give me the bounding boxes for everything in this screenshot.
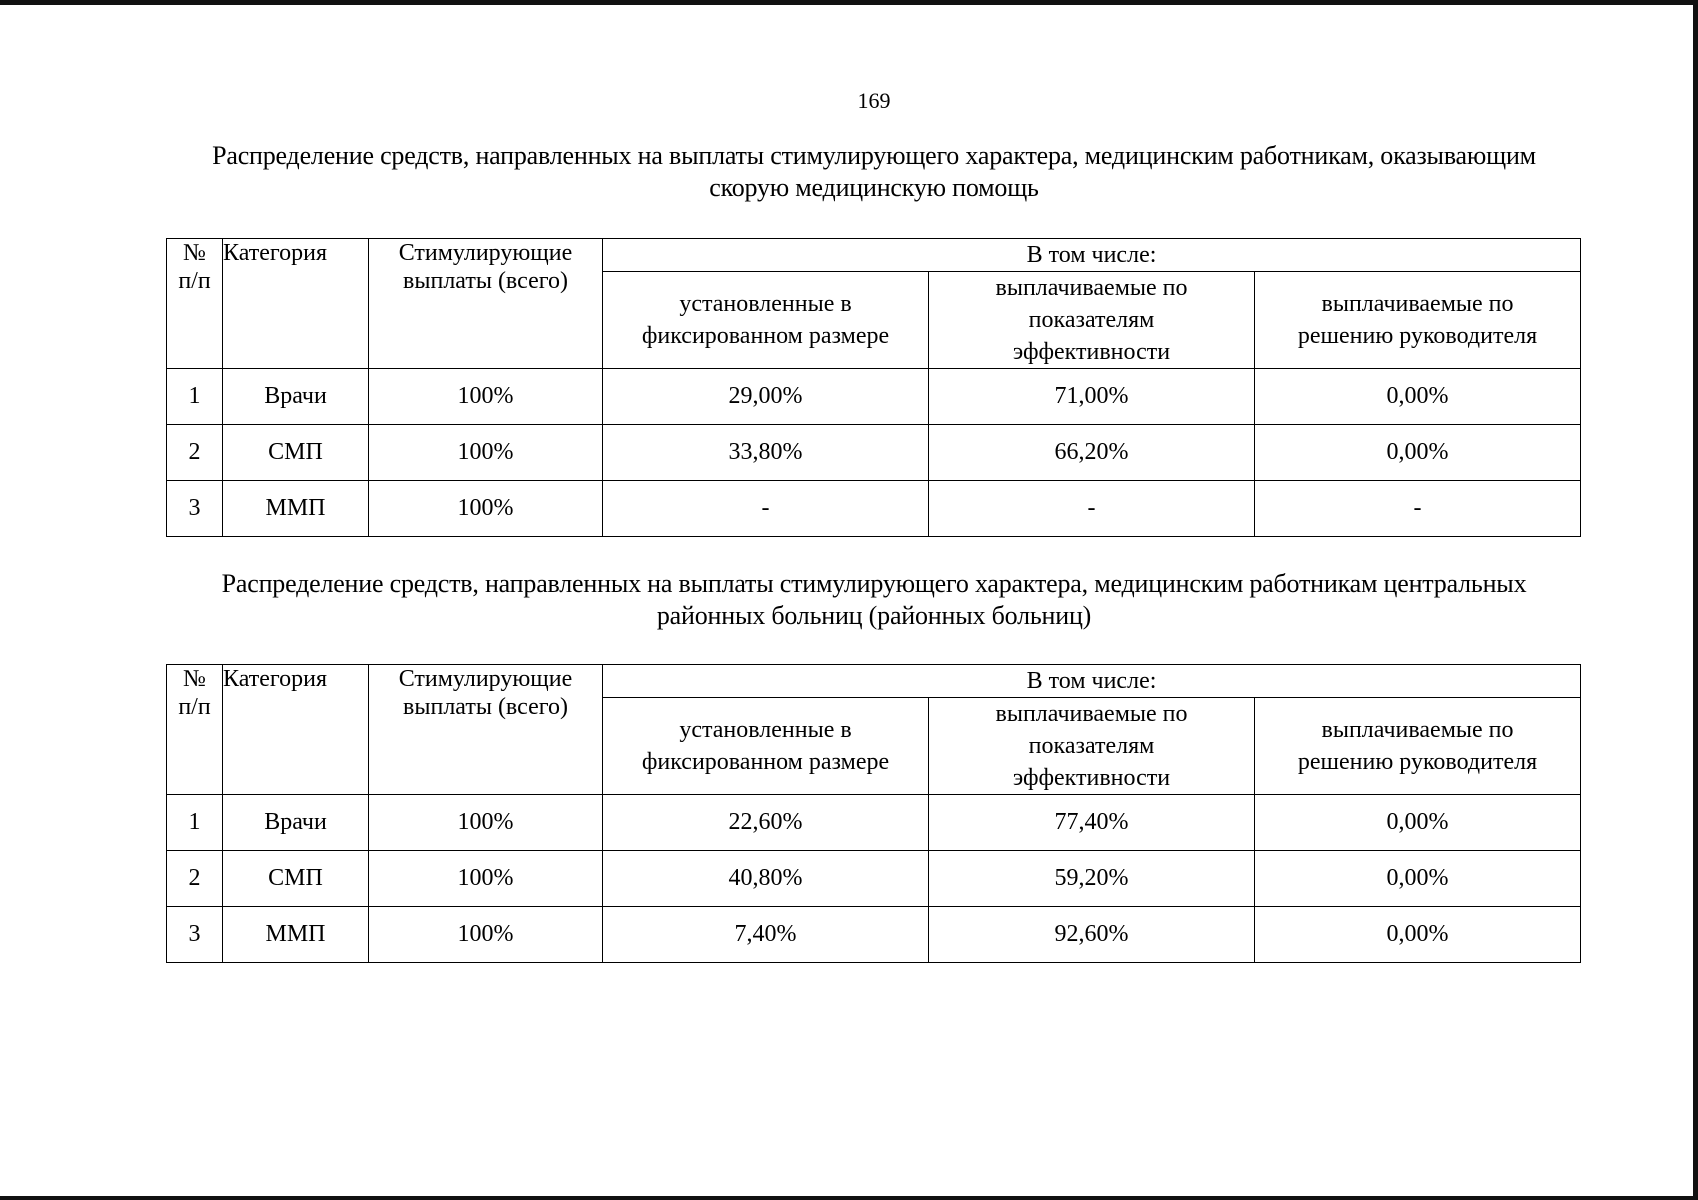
cell-manager: 0,00%	[1255, 369, 1581, 425]
table-row	[167, 907, 1581, 963]
table-row	[167, 481, 1581, 537]
cell-category: ММП	[223, 481, 369, 537]
cell-performance: -	[929, 481, 1255, 537]
cell-fixed: 40,80%	[603, 851, 929, 907]
cell-manager: 0,00%	[1255, 907, 1581, 963]
cell-manager: 0,00%	[1255, 425, 1581, 481]
header-including-group: В том числе:	[603, 665, 1581, 698]
header-number: № п/п	[167, 239, 223, 369]
cell-number: 3	[167, 907, 223, 963]
header-manager-decision: выплачиваемые по решению руководителя	[1255, 272, 1581, 369]
header-performance-based: выплачиваемые по показателям эффективности	[929, 698, 1255, 795]
cell-performance: 77,40%	[929, 795, 1255, 851]
cell-fixed: 7,40%	[603, 907, 929, 963]
header-total-payments: Стимулирующие выплаты (всего)	[369, 665, 603, 795]
cell-performance: 66,20%	[929, 425, 1255, 481]
header-including-group: В том числе:	[603, 239, 1581, 272]
page-border-right	[1693, 0, 1698, 1200]
header-number: № п/п	[167, 665, 223, 795]
cell-performance: 71,00%	[929, 369, 1255, 425]
table-row	[167, 851, 1581, 907]
cell-category: СМП	[223, 851, 369, 907]
title-line: Распределение средств, направленных на выплаты стимулирующего характера, медицинским работникам, оказывающим	[212, 141, 1536, 170]
header-category: Категория	[223, 665, 369, 795]
page-border-bottom	[0, 1196, 1698, 1200]
cell-performance: 92,60%	[929, 907, 1255, 963]
title-line: районных больниц (районных больниц)	[656, 601, 1092, 630]
header-performance-based: выплачиваемые по показателям эффективности	[929, 272, 1255, 369]
title-line: скорую медицинскую помощь	[709, 173, 1039, 202]
cell-fixed: 33,80%	[603, 425, 929, 481]
cell-number: 2	[167, 425, 223, 481]
table-row	[167, 369, 1581, 425]
cell-manager: 0,00%	[1255, 851, 1581, 907]
cell-number: 3	[167, 481, 223, 537]
distribution-table-district-hospitals	[166, 664, 1581, 963]
cell-total: 100%	[369, 481, 603, 537]
title-line: Распределение средств, направленных на выплаты стимулирующего характера, медицинским работникам центральных	[221, 569, 1527, 598]
section-title-district-hospitals	[170, 568, 1578, 632]
cell-number: 2	[167, 851, 223, 907]
distribution-table-ambulance	[166, 238, 1581, 537]
section-title-ambulance	[170, 140, 1578, 204]
cell-category: ММП	[223, 907, 369, 963]
cell-category: СМП	[223, 425, 369, 481]
cell-fixed: -	[603, 481, 929, 537]
page-border-top	[0, 0, 1698, 5]
cell-category: Врачи	[223, 369, 369, 425]
cell-fixed: 29,00%	[603, 369, 929, 425]
header-fixed-amount: установленные в фиксированном размере	[603, 698, 929, 795]
cell-number: 1	[167, 795, 223, 851]
cell-category: Врачи	[223, 795, 369, 851]
cell-manager: 0,00%	[1255, 795, 1581, 851]
cell-total: 100%	[369, 795, 603, 851]
header-fixed-amount: установленные в фиксированном размере	[603, 272, 929, 369]
cell-manager: -	[1255, 481, 1581, 537]
cell-total: 100%	[369, 851, 603, 907]
cell-performance: 59,20%	[929, 851, 1255, 907]
cell-total: 100%	[369, 907, 603, 963]
table-row	[167, 795, 1581, 851]
header-manager-decision: выплачиваемые по решению руководителя	[1255, 698, 1581, 795]
cell-total: 100%	[369, 369, 603, 425]
table-row	[167, 425, 1581, 481]
cell-number: 1	[167, 369, 223, 425]
header-category: Категория	[223, 239, 369, 369]
page-number: 169	[857, 88, 891, 113]
header-total-payments: Стимулирующие выплаты (всего)	[369, 239, 603, 369]
cell-fixed: 22,60%	[603, 795, 929, 851]
cell-total: 100%	[369, 425, 603, 481]
